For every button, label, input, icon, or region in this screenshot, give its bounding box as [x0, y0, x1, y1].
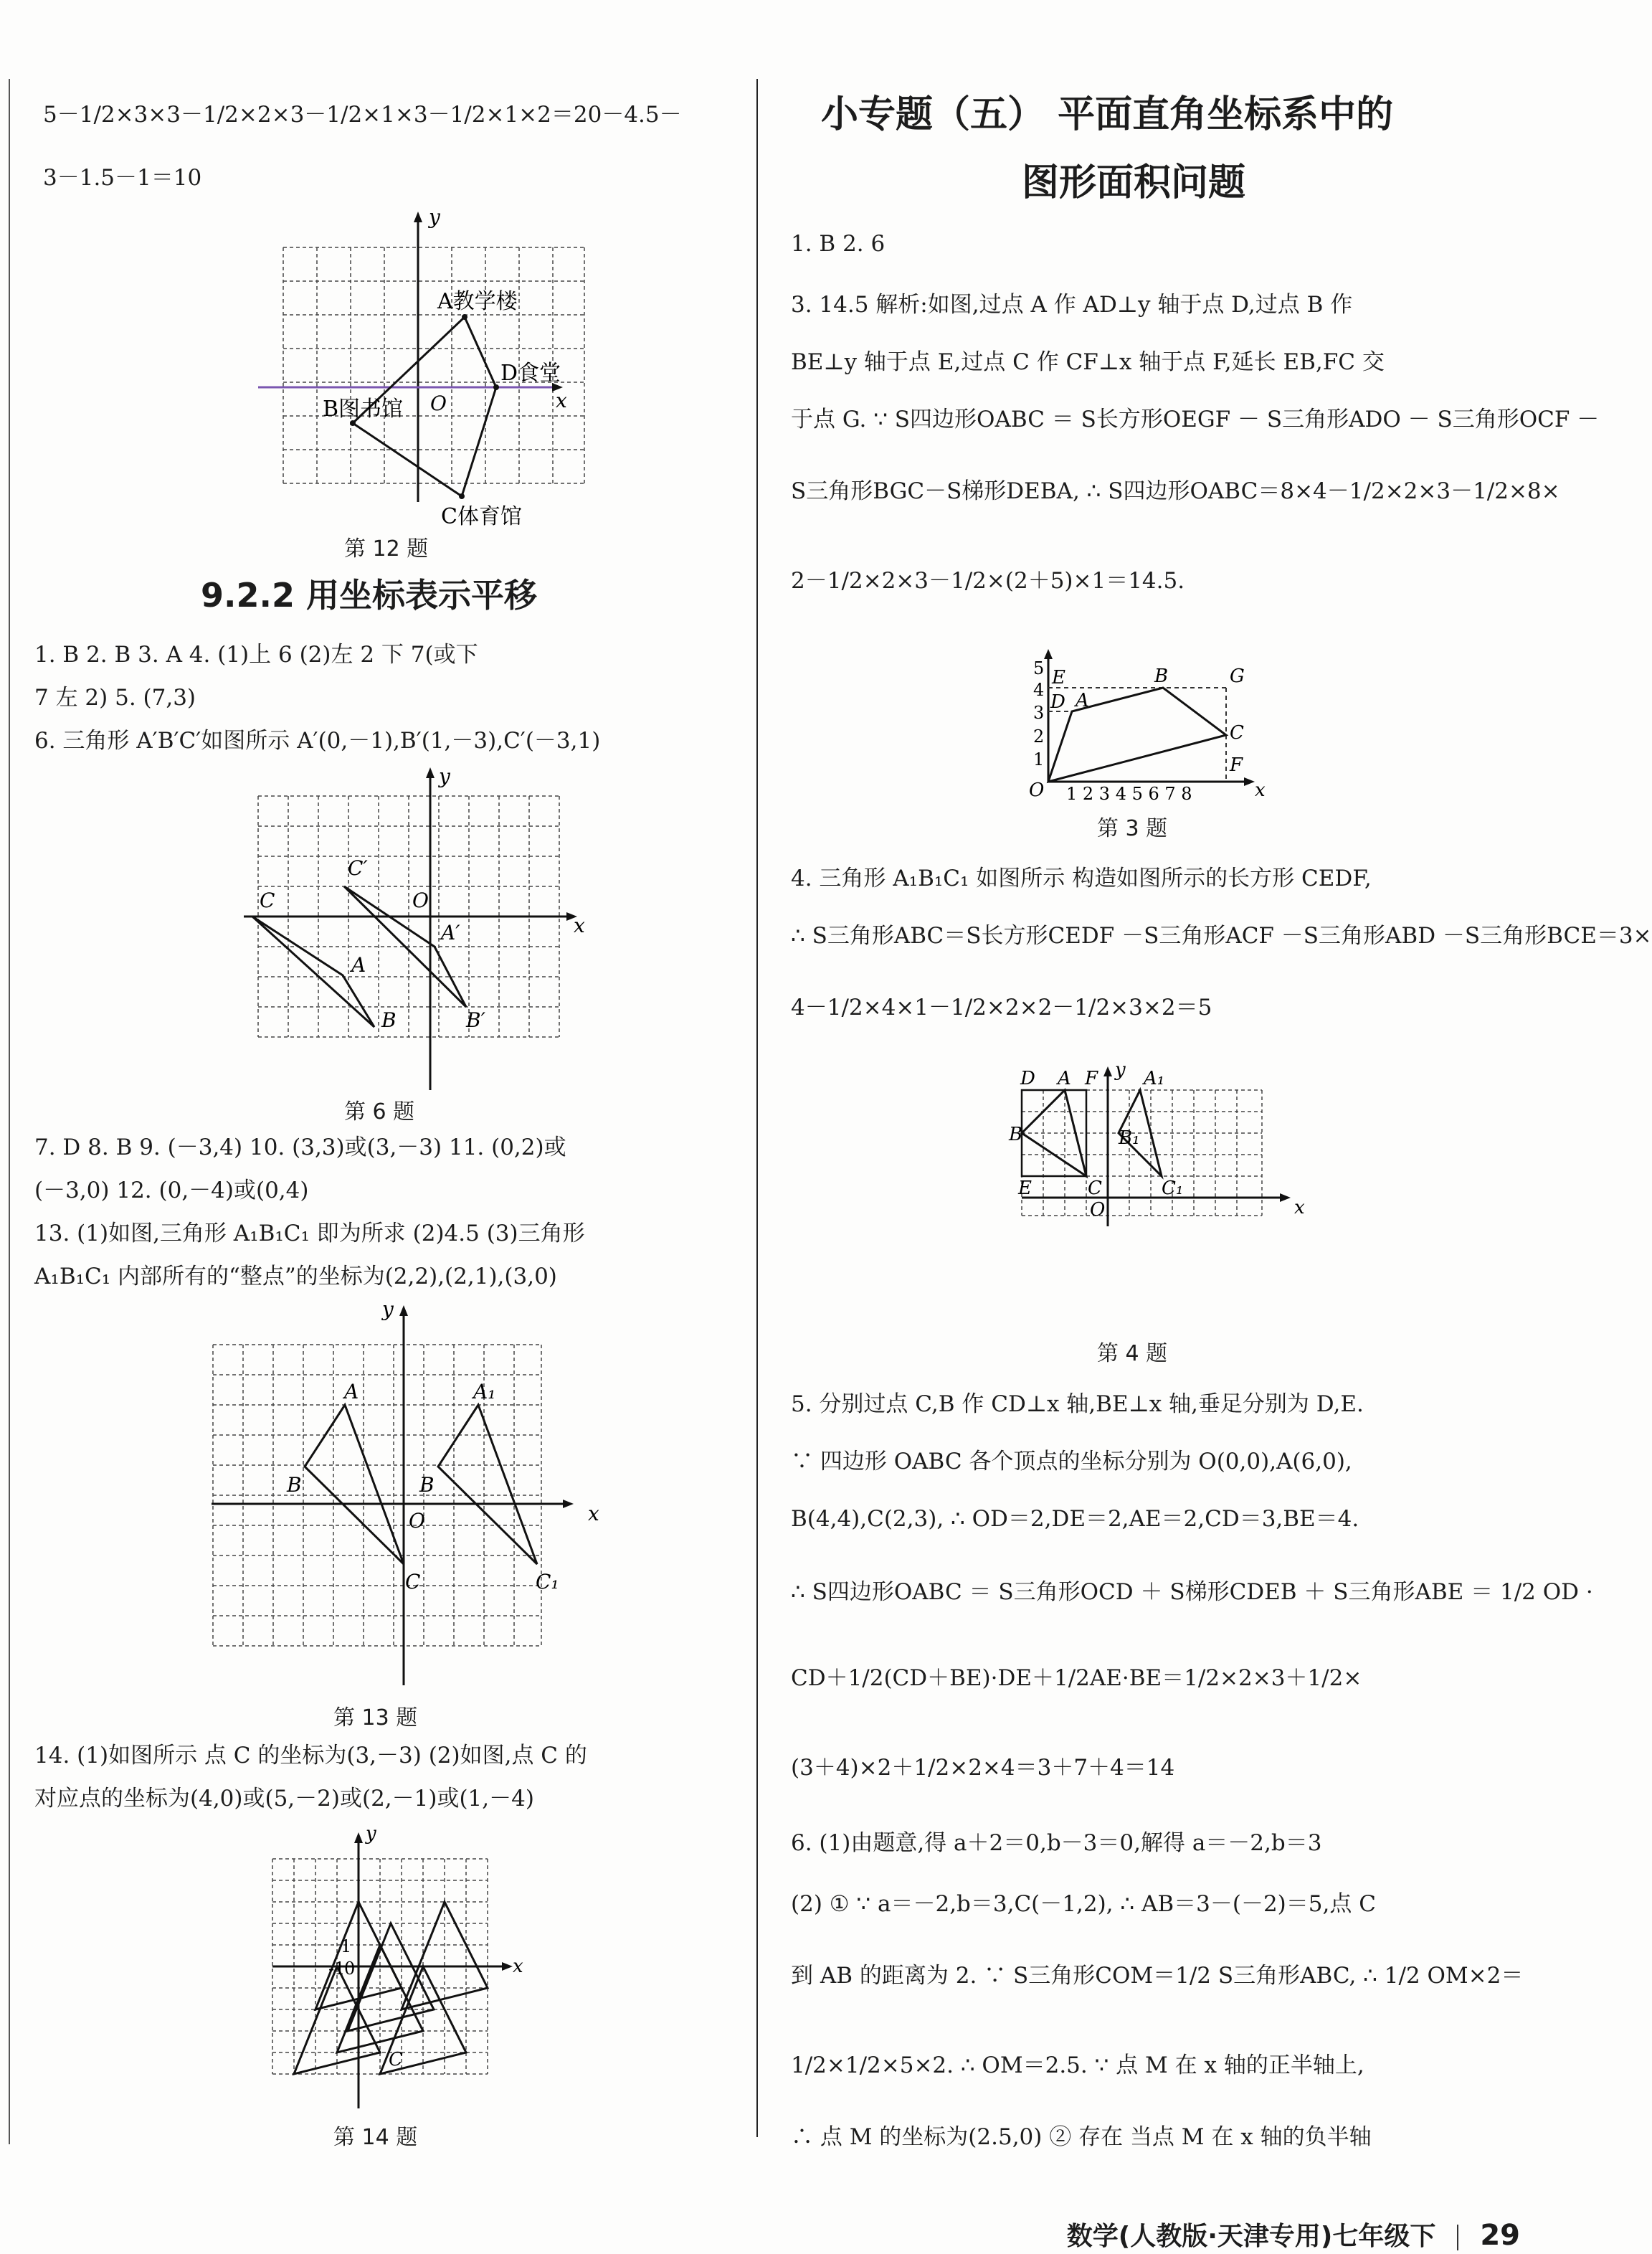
label-a-prime: A′ — [441, 921, 460, 944]
label-d: D — [1050, 691, 1065, 713]
label-c1: C₁ — [536, 1570, 559, 1594]
label-b: B — [1154, 666, 1169, 687]
figure-3-caption: 第 3 题 — [1097, 816, 1168, 841]
label-o: O — [412, 889, 429, 912]
label-e: E — [1052, 667, 1065, 688]
label-x: x — [1255, 780, 1266, 801]
label-c: C — [260, 889, 275, 912]
text-line: (3＋4)×2＋1/2×2×4＝3＋7＋4＝14 — [791, 1755, 1175, 1781]
topic-title-line1: 小专题（五） 平面直角坐标系中的 — [821, 93, 1394, 136]
label-b-prime: B′ — [466, 1008, 485, 1032]
tick-4: 4 — [1033, 680, 1045, 700]
topic-title-line2: 图形面积问题 — [1022, 161, 1246, 204]
text-line: CD＋1/2(CD＋BE)·DE＋1/2AE·BE＝1/2×2×3＋1/2× — [791, 1665, 1362, 1691]
label-f: F — [1230, 754, 1243, 776]
label-a: A — [1076, 690, 1089, 711]
text-line: ∴ 点 M 的坐标为(2.5,0) ② 存在 当点 M 在 x 轴的负半轴 — [791, 2124, 1372, 2150]
label-minus-one: -1 — [328, 1959, 346, 1979]
label-y: y — [366, 1823, 376, 1845]
label-c-prime: C′ — [348, 856, 368, 880]
text-line: 对应点的坐标为(4,0)或(5,－2)或(2,－1)或(1,－4) — [34, 1786, 534, 1812]
tick-1: 1 — [1033, 749, 1045, 770]
label-one: 1 — [341, 1936, 352, 1956]
text-line: BE⊥y 轴于点 E,过点 C 作 CF⊥x 轴于点 F,延长 EB,FC 交 — [791, 349, 1385, 375]
label-c1: C₁ — [1162, 1178, 1184, 1199]
text-line: 1/2×1/2×5×2. ∴ OM＝2.5. ∵ 点 M 在 x 轴的正半轴上, — [791, 2052, 1364, 2078]
text-line: 7. D 8. B 9. (－3,4) 10. (3,3)或(3,－3) 11. (0,2)或 — [34, 1135, 566, 1160]
label-y: y — [1115, 1059, 1126, 1081]
figure-13 — [183, 1294, 613, 1710]
text-line: A₁B₁C₁ 内部所有的“整点”的坐标为(2,2),(2,1),(3,0) — [34, 1264, 557, 1289]
text-line: 5. 分别过点 C,B 作 CD⊥x 轴,BE⊥x 轴,垂足分别为 D,E. — [791, 1391, 1364, 1417]
page-footer — [1067, 2216, 1520, 2253]
footer-separator — [1457, 2225, 1458, 2250]
text-line: (－3,0) 12. (0,－4)或(0,4) — [34, 1178, 309, 1203]
label-c: C — [405, 1570, 421, 1594]
text-line: 于点 G. ∵ S四边形OABC ＝ S长方形OEGF － S三角形ADO － S三角形OCF － — [791, 407, 1600, 432]
label-x: x — [1294, 1197, 1305, 1218]
label-a: A — [344, 1380, 359, 1403]
x-ticks: 1 2 3 4 5 6 7 8 — [1066, 784, 1192, 804]
label-d: D食堂 — [500, 361, 561, 386]
label-o: O — [409, 1509, 425, 1533]
figure-6 — [215, 764, 617, 1097]
text-line: 6. (1)由题意,得 a＋2＝0,b－3＝0,解得 a＝－2,b＝3 — [791, 1830, 1322, 1856]
text-line: 2－1/2×2×3－1/2×(2＋5)×1＝14.5. — [791, 568, 1185, 594]
label-y: y — [429, 205, 440, 229]
figure-12 — [244, 205, 617, 538]
text-line: ∵ 四边形 OABC 各个顶点的坐标分别为 O(0,0),A(6,0), — [791, 1449, 1352, 1474]
column-divider — [756, 79, 758, 2137]
text-line: 7 左 2) 5. (7,3) — [34, 685, 196, 711]
label-c: C — [389, 2049, 403, 2070]
book-title: 数学(人教版·天津专用)七年级下 — [1066, 2222, 1436, 2251]
label-g: G — [1230, 666, 1245, 687]
text-line: ∴ S三角形ABC＝S长方形CEDF －S三角形ACF －S三角形ABD －S三角形BCE＝3× — [791, 923, 1652, 949]
label-zero: 0 — [344, 1959, 356, 1979]
left-margin-line — [9, 79, 10, 2144]
text-line: S三角形BGC－S梯形DEBA, ∴ S四边形OABC＝8×4－1/2×2×3－1/2×8× — [791, 478, 1560, 504]
label-x: x — [556, 389, 567, 412]
text-line: 3. 14.5 解析:如图,过点 A 作 AD⊥y 轴于点 D,过点 B 作 — [791, 292, 1353, 318]
tick-5: 5 — [1033, 658, 1045, 678]
label-y: y — [382, 1297, 394, 1321]
label-o: O — [1090, 1199, 1106, 1221]
label-e: E — [1018, 1178, 1032, 1199]
label-x: x — [574, 914, 585, 937]
label-b: B — [381, 1008, 397, 1032]
label-o: O — [1029, 780, 1045, 801]
text-line: 1. B 2. 6 — [791, 231, 886, 257]
label-f: F — [1085, 1068, 1098, 1089]
text-line: 5－1/2×3×3－1/2×2×3－1/2×1×3－1/2×1×2＝20－4.5－ — [43, 102, 682, 128]
text-line: 6. 三角形 A′B′C′如图所示 A′(0,－1),B′(1,－3),C′(－3,1) — [34, 728, 601, 754]
section-title: 9.2.2 用坐标表示平移 — [201, 576, 537, 615]
label-b: B — [287, 1473, 302, 1497]
label-d: D — [1020, 1068, 1035, 1089]
text-line: 1. B 2. B 3. A 4. (1)上 6 (2)左 2 下 7(或下 — [34, 642, 478, 668]
text-line: ∴ S四边形OABC ＝ S三角形OCD ＋ S梯形CDEB ＋ S三角形ABE ＝ 1/2 OD · — [791, 1579, 1593, 1605]
figure-6-caption: 第 6 题 — [344, 1099, 415, 1124]
figure-3 — [1007, 642, 1309, 807]
label-y: y — [439, 764, 450, 788]
text-line: 3－1.5－1＝10 — [43, 165, 202, 191]
page-number: 29 — [1480, 2219, 1520, 2252]
text-line: 4. 三角形 A₁B₁C₁ 如图所示 构造如图所示的长方形 CEDF, — [791, 866, 1372, 891]
text-line: (2) ① ∵ a＝－2,b＝3,C(－1,2), ∴ AB＝3－(－2)＝5,点 C — [791, 1891, 1376, 1917]
text-line: B(4,4),C(2,3), ∴ OD＝2,DE＝2,AE＝2,CD＝3,BE＝4. — [791, 1506, 1359, 1532]
label-b1: B — [419, 1473, 435, 1497]
label-x: x — [588, 1502, 599, 1525]
text-line: 13. (1)如图,三角形 A₁B₁C₁ 即为所求 (2)4.5 (3)三角形 — [34, 1221, 585, 1246]
text-line: 14. (1)如图所示 点 C 的坐标为(3,－3) (2)如图,点 C 的 — [34, 1743, 587, 1768]
label-o: O — [430, 392, 447, 415]
text-line: 4－1/2×4×1－1/2×2×2－1/2×3×2＝5 — [791, 995, 1212, 1021]
label-c: C — [1230, 722, 1244, 744]
figure-4 — [1009, 1059, 1316, 1241]
figure-14 — [251, 1822, 552, 2123]
label-a: A — [1058, 1068, 1071, 1089]
figure-14-caption: 第 14 题 — [333, 2125, 418, 2150]
label-x: x — [513, 1956, 523, 1977]
label-c: C — [1088, 1178, 1102, 1199]
text-line: 到 AB 的距离为 2. ∵ S三角形COM＝1/2 S三角形ABC, ∴ 1/2 OM×2＝ — [791, 1963, 1524, 1989]
label-a1: A₁ — [1144, 1068, 1165, 1089]
figure-13-caption: 第 13 题 — [333, 1705, 418, 1730]
figure-12-caption: 第 12 题 — [344, 536, 429, 562]
tick-2: 2 — [1033, 726, 1045, 747]
tick-3: 3 — [1033, 703, 1045, 723]
label-c: C体育馆 — [441, 504, 522, 529]
label-b: B图书馆 — [323, 397, 404, 422]
figure-4-caption: 第 4 题 — [1097, 1341, 1168, 1366]
label-a1: A₁ — [473, 1380, 496, 1403]
label-b: B — [1009, 1124, 1023, 1145]
label-a: A教学楼 — [437, 289, 518, 314]
label-b1: B₁ — [1119, 1127, 1140, 1149]
label-a: A — [351, 953, 366, 977]
